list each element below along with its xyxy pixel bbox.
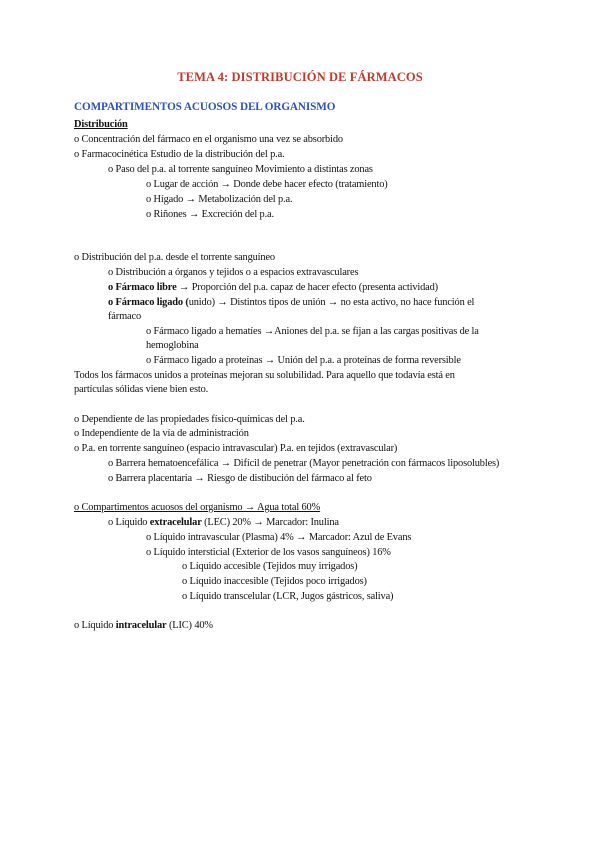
section-heading: COMPARTIMENTOS ACUOSOS DEL ORGANISMO: [74, 101, 336, 113]
list-item-text: (LEC) 20% → Marcador: Inulina: [201, 517, 339, 528]
list-item-text: o Líquido: [74, 620, 116, 631]
list-item-text: unido) → Distintos tipos de unión → no esta activo, no hace función el: [188, 297, 475, 308]
list-item: o Fármaco ligado a proteínas → Unión del p.a. a proteínas de forma reversible: [146, 355, 461, 366]
list-item: o Paso del p.a. al torrente sanguíneo Movimiento a distintas zonas: [108, 164, 373, 175]
list-item: o Barrera hematoencefálica → Difícil de penetrar (Mayor penetración con fármacos liposolubles): [108, 458, 500, 469]
list-item: [108, 281, 438, 294]
list-item: o Líquido intersticial (Exterior de los vasos sanguíneos) 16%: [146, 547, 391, 558]
list-item: o Hígado → Metabolización del p.a.: [146, 194, 293, 205]
list-item: o Fármaco ligado a hematíes →Aniones del p.a. se fijan a las cargas positivas de la: [146, 326, 479, 337]
list-item: o Líquido inaccesible (Tejidos poco irrigados): [182, 576, 367, 587]
bold-term: o Fármaco ligado (: [108, 297, 189, 308]
list-item: o Líquido accesible (Tejidos muy irrigados): [182, 561, 358, 572]
list-item: o Distribución a órganos y tejidos o a espacios extravasculares: [108, 267, 359, 278]
bold-term: intracelular: [115, 620, 167, 631]
list-item-text: → Proporción del p.a. capaz de hacer efecto (presenta actividad): [179, 282, 438, 293]
list-item: o Líquido transcelular (LCR, Jugos gástricos, saliva): [182, 591, 394, 602]
list-item-continuation: hemoglobina: [146, 340, 199, 351]
list-item: o Riñones → Excreción del p.a.: [146, 209, 274, 220]
list-item: o P.a. en torrente sanguíneo (espacio intravascular) P.a. en tejidos (extravascular): [74, 443, 398, 454]
list-item-continuation: fármaco: [108, 311, 141, 322]
subheading: Distribución: [74, 119, 128, 130]
paragraph: Todos los fármacos unidos a proteínas mejoran su solubilidad. Para aquello que todavía está en: [74, 370, 455, 381]
document-title: TEMA 4: DISTRIBUCIÓN DE FÁRMACOS: [177, 70, 423, 84]
list-item: o Lugar de acción → Donde debe hacer efecto (tratamiento): [146, 179, 388, 190]
list-item: o Independiente de la vía de administración: [74, 428, 249, 439]
list-item-text: (LIC) 40%: [166, 620, 213, 631]
list-item: o Compartimentos acuosos del organismo → Agua total 60%: [74, 502, 321, 513]
list-item: o Barrera placentaria → Riesgo de distibución del fármaco al feto: [108, 473, 372, 484]
paragraph: partículas sólidas viene bien esto.: [74, 384, 209, 395]
bold-term: extracelular: [149, 517, 202, 528]
list-item: o Líquido intravascular (Plasma) 4% → Marcador: Azul de Evans: [146, 532, 412, 543]
list-item: [108, 296, 474, 309]
bold-term: o Fármaco libre: [108, 282, 177, 293]
list-item: o Dependiente de las propiedades físico-químicas del p.a.: [74, 414, 305, 425]
list-item: [108, 516, 339, 529]
list-item: o Farmacocinética Estudio de la distribución del p.a.: [74, 149, 285, 160]
list-item-text: o Líquido: [108, 517, 150, 528]
list-item: [74, 619, 213, 632]
list-item: o Concentración del fármaco en el organismo una vez se absorbido: [74, 134, 343, 145]
list-item: o Distribución del p.a. desde el torrente sanguíneo: [74, 252, 275, 263]
